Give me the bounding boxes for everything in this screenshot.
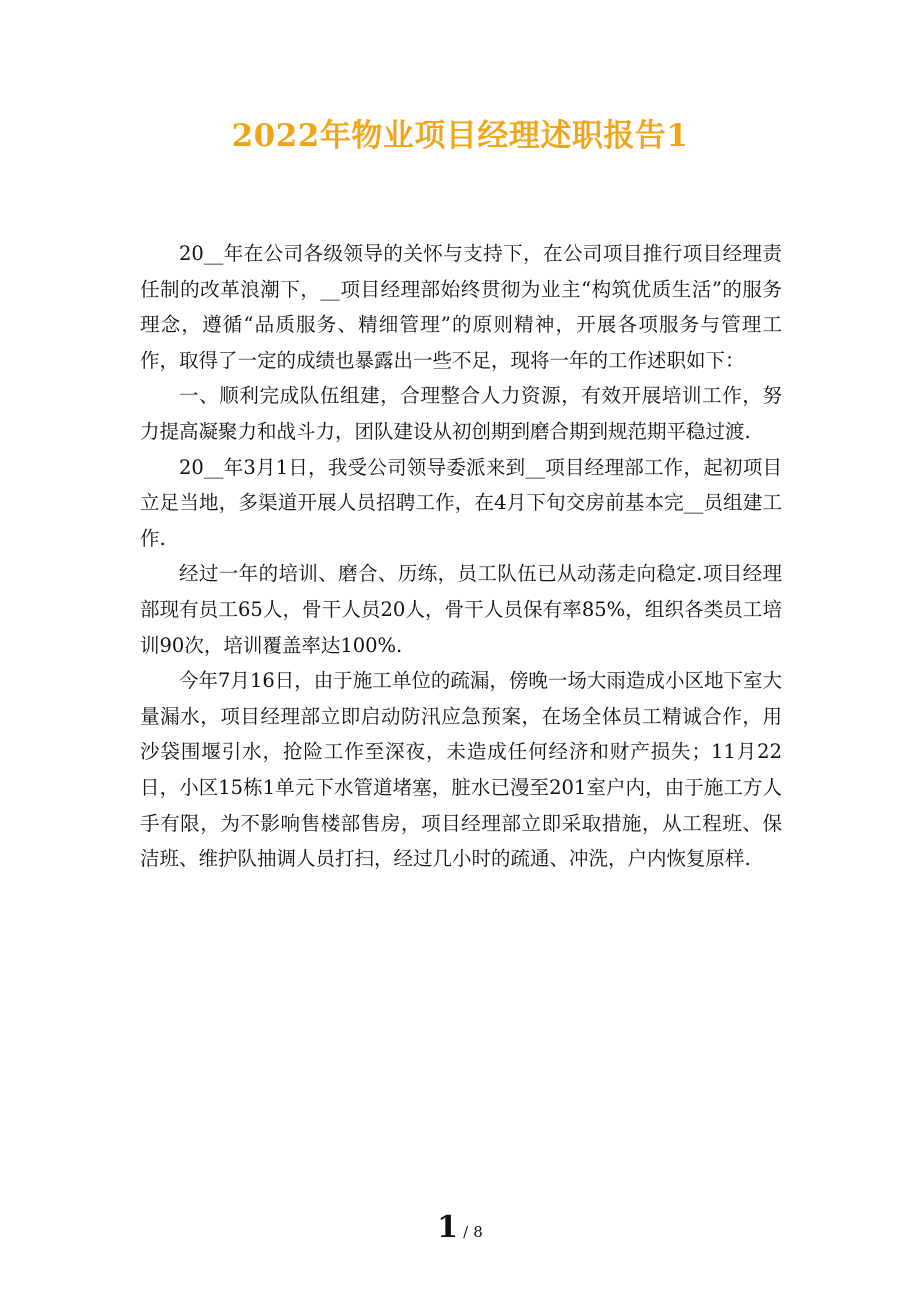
- total-page-count: 8: [473, 1223, 483, 1241]
- page-separator: /: [463, 1223, 469, 1241]
- page-title: 2022年物业项目经理述职报告1: [231, 118, 689, 154]
- document-body: [140, 236, 782, 877]
- paragraph-emergency: 今年7月16日，由于施工单位的疏漏，傍晚一场大雨造成小区地下室大量漏水，项目经理部立即启动防汛应急预案，在场全体员工精诚合作，用沙袋围堰引水，抢险工作至深夜，未造成任何经济和财产损失；11月22日，小区15栋1单元下水管道堵塞，脏水已漫至201室户内，由于施工方人手有限，为不影响售楼部售房，项目经理部立即采取措施，从工程班、保洁班、维护队抽调人员打扫，经过几小时的疏通、冲洗，户内恢复原样.: [140, 669, 782, 871]
- paragraph-training: 经过一年的培训、磨合、历练，员工队伍已从动荡走向稳定.项目经理部现有员工65人，骨干人员20人，骨干人员保有率85%，组织各类员工培训90次，培训覆盖率达100%.: [140, 562, 782, 657]
- paragraph-intro: 20__年在公司各级领导的关怀与支持下，在公司项目推行项目经理责任制的改革浪潮下，__项目经理部始终贯彻为业主“构筑优质生活”的服务理念，遵循“品质服务、精细管理”的原则精神，开展各项服务与管理工作，取得了一定的成绩也暴露出一些不足，现将一年的工作述职如下：: [140, 242, 782, 372]
- paragraph-recruitment: 20__年3月1日，我受公司领导委派来到__项目经理部工作，起初项目立足当地，多渠道开展人员招聘工作，在4月下旬交房前基本完__员组建工作.: [140, 455, 782, 550]
- page-number: [0, 1206, 920, 1254]
- paragraph-section-one: 一、顺利完成队伍组建，合理整合人力资源，有效开展培训工作，努力提高凝聚力和战斗力，团队建设从初创期到磨合期到规范期平稳过渡.: [140, 384, 782, 443]
- current-page-number: 1: [437, 1210, 459, 1245]
